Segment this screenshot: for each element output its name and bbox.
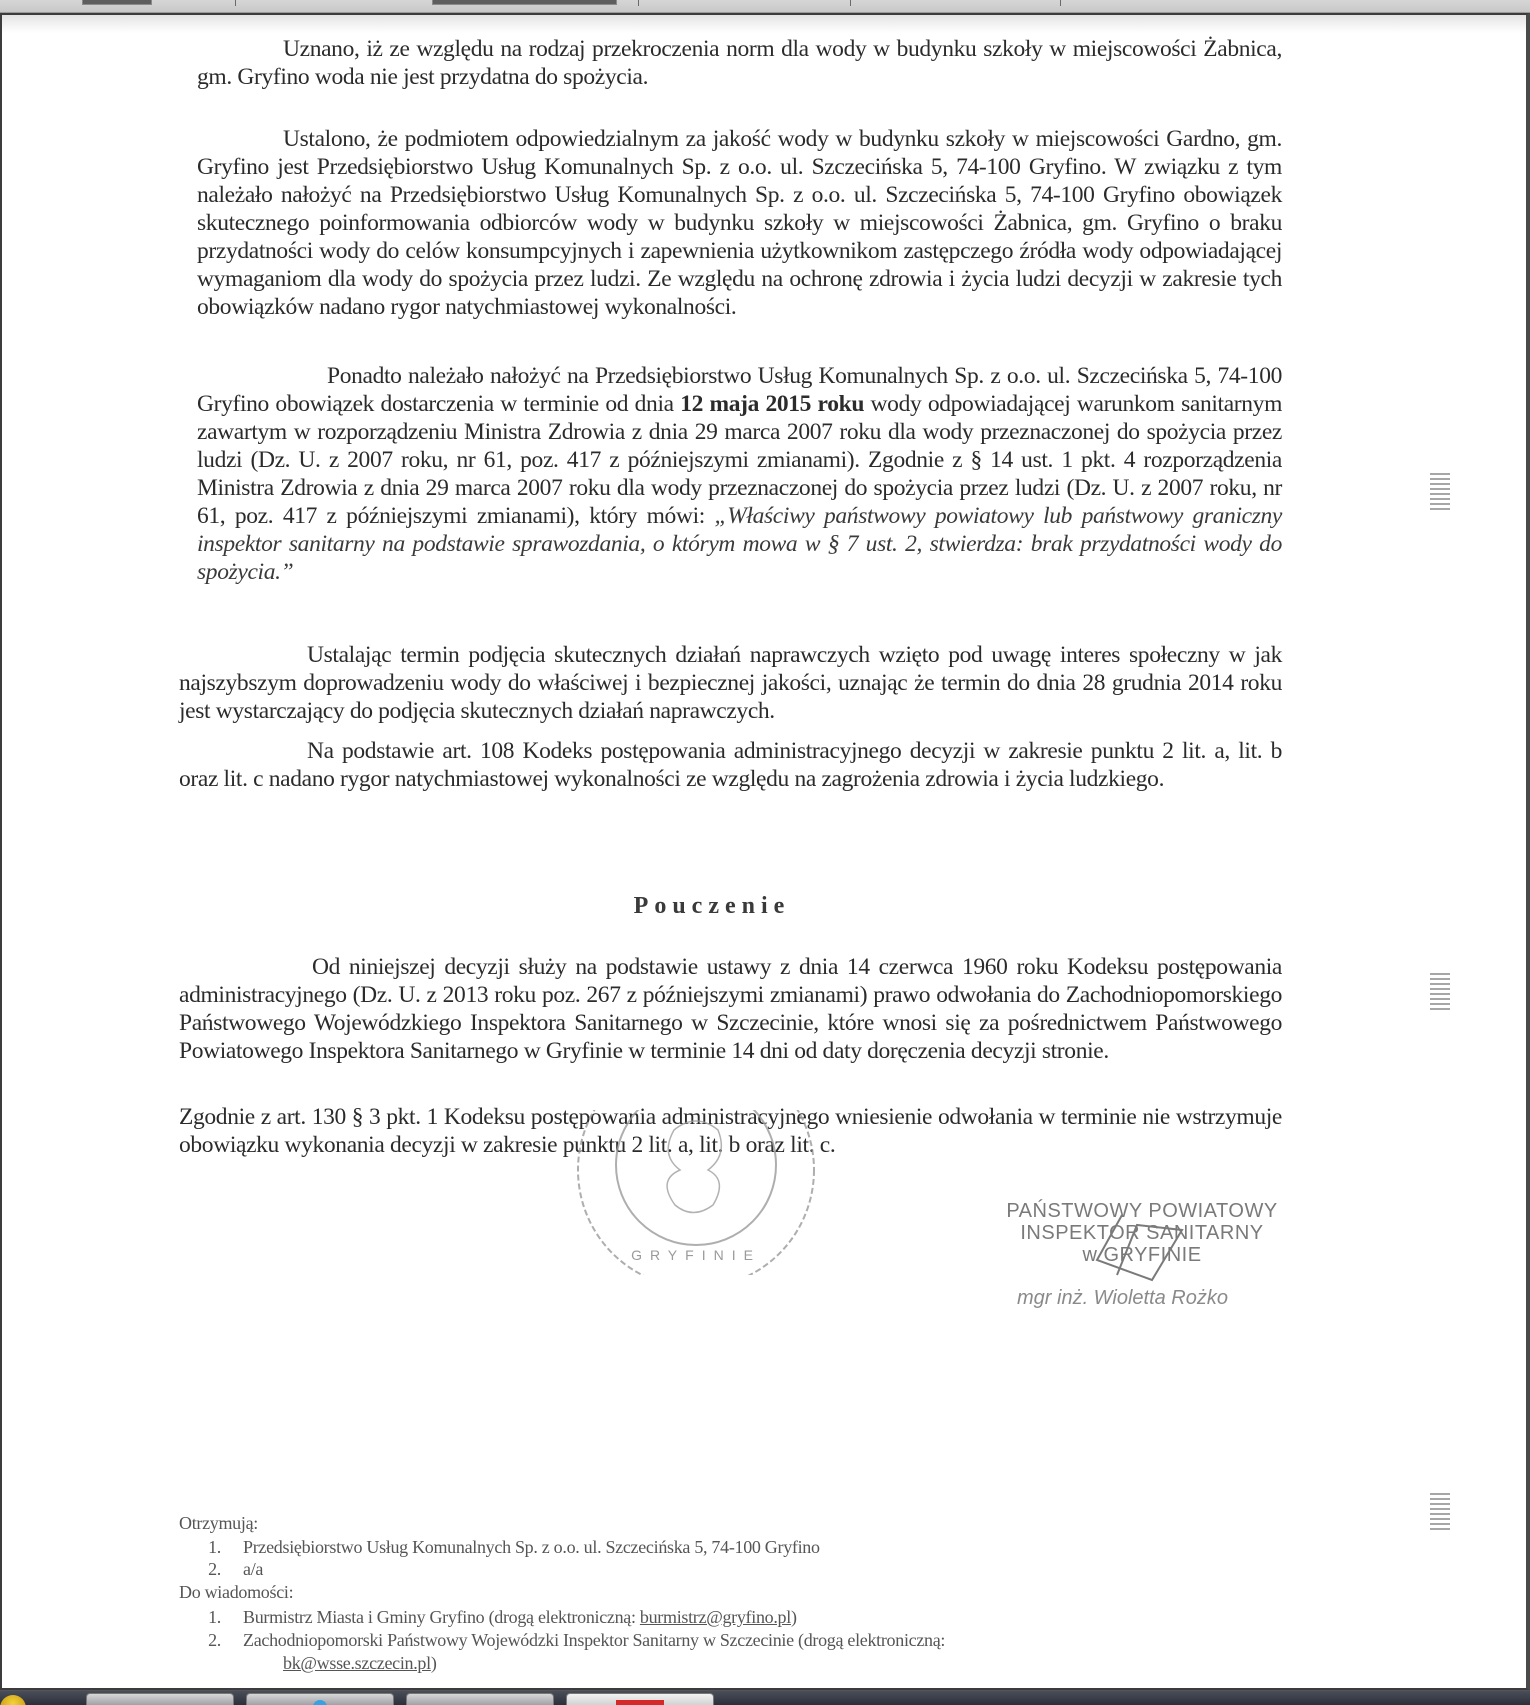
paragraph-text: Ustalono, że podmiotem odpowiedzialnym za jakość wody w budynku szkoły w miejscowości Gardno, gm. Gryfino jest Przedsiębiorstwo Usług Komunalnych Sp. z o.o. ul. Szczecińska 5, 74-100 Gryfino. W związku z tym należało nałożyć na Przedsiębiorstwo Usług Komunalnych Sp. z o.o. ul. Szczecińska 5, 74-100 Gryfino obowiązek skutecznego poinformowania odbiorców wody w budynku szkoły w miejscowości Żabnica, gm. Gryfino o braku przydatności wody do celów konsumpcyjnych i zapewnienia użytkownikom zastępczego źródła wody odpowiadającej wymaganiom dla wody do spożycia przez ludzi. Ze względu na ochronę zdrowia i życia ludzi decyzji w zakresie tych obowiązków nadano rygor natychmiastowej wykonalności.	[197, 126, 1282, 320]
stamp-inner-ring	[616, 1110, 776, 1245]
deadline-date: 12 maja 2015 roku	[680, 391, 865, 417]
cc-item	[179, 1629, 945, 1651]
paragraph-text: Od niniejszej decyzji służy na podstawie ustawy z dnia 14 czerwca 1960 roku Kodeksu postępowania administracyjnego (Dz. U. z 2013 roku poz. 267 z późniejszymi zmianami) prawo odwołania do Zachodniopomorskiego Państwowego Wojewódzkiego Inspektora Sanitarnego w Szczecinie, które wnosi się za pośrednictwem Państwowego Powiatowego Inspektora Sanitarnego w Gryfinie w terminie 14 dni od daty doręczenia decyzji stronie.	[179, 954, 1282, 1064]
paragraph-delivery-obligation	[197, 362, 1282, 586]
eagle-emblem-icon	[667, 1121, 721, 1213]
document-viewer[interactable]	[0, 13, 1530, 1690]
cc-item	[179, 1606, 797, 1628]
toolbar-input[interactable]	[432, 0, 617, 5]
recipients-label: Otrzymują:	[179, 1513, 258, 1533]
paragraph-remedial-deadline	[179, 641, 1282, 725]
viewer-toolbar	[0, 0, 1530, 13]
taskbar-app-2[interactable]	[246, 1693, 394, 1705]
list-number: 1.	[208, 1537, 221, 1557]
cc-text-tail: )	[430, 1653, 437, 1673]
paragraph-text: Uznano, iż ze względu na rodzaj przekroczenia norm dla wody w budynku szkoły w miejscowości Żabnica, gm. Gryfino woda nie jest przydatna do spożycia.	[197, 36, 1282, 90]
taskbar-app-3[interactable]	[406, 1693, 554, 1705]
paragraph-text: Ustalając termin podjęcia skutecznych działań naprawczych wzięto pod uwagę interes społeczny w jak najszybszym doprowadzeniu wody do właściwej i bezpiecznej jakości, uznając że termin do dnia 28 grudnia 2014 roku jest wystarczający do podjęcia skutecznych działań naprawczych.	[179, 642, 1282, 724]
toolbar-separator	[850, 0, 851, 6]
stamp-text: GRYFINIE	[631, 1247, 761, 1263]
signatory-name: mgr inż. Wioletta Rożko	[1017, 1287, 1228, 1309]
toolbar-separator	[235, 0, 236, 6]
cc-label: Do wiadomości:	[179, 1582, 294, 1602]
recipient-item	[179, 1558, 263, 1580]
paragraph-water-unfit	[197, 35, 1282, 91]
official-stamp	[574, 1110, 819, 1275]
cc-text: Burmistrz Miasta i Gminy Gryfino (drogą elektroniczną:	[243, 1607, 640, 1627]
recipient-text: Przedsiębiorstwo Usług Komunalnych Sp. z o.o. ul. Szczecińska 5, 74-100 Gryfino	[243, 1537, 820, 1557]
list-number: 2.	[208, 1559, 221, 1579]
recipient-item	[179, 1536, 820, 1558]
toolbar-button[interactable]	[82, 0, 152, 5]
cc-text: Zachodniopomorski Państwowy Wojewódzki Inspektor Sanitarny w Szczecinie (drogą elektroniczną:	[243, 1630, 946, 1650]
handwritten-signature	[1082, 1205, 1202, 1295]
email-link[interactable]: burmistrz@gryfino.pl	[639, 1607, 791, 1627]
app-icon	[313, 1700, 327, 1705]
list-number: 1.	[208, 1607, 221, 1627]
scan-artifact	[1430, 1490, 1450, 1530]
cc-text-tail: )	[790, 1607, 797, 1627]
cc-item-continuation	[283, 1652, 437, 1674]
pdf-app-icon	[616, 1700, 664, 1705]
taskbar-app-1[interactable]	[86, 1693, 234, 1705]
paragraph-appeal-right	[179, 953, 1282, 1065]
recipient-text: a/a	[243, 1559, 264, 1579]
paragraph-text: wody odpowiadającej warunkom sanitarnym zawartym w rozporządzeniu Ministra Zdrowia z dnia 29 marca 2007 roku dla wody przeznaczonej do spożycia przez ludzi (Dz. U. z 2007 roku, nr 61, poz. 417 z późniejszymi zmianami). Zgodnie z § 14 ust. 1 pkt. 4 rozporządzenia Ministra Zdrowia z dnia 29 marca 2007 roku dla wody przeznaczonej do spożycia przez ludzi (Dz. U. z 2007 roku, nr 61, poz. 417 z późniejszymi zmianami), który mówi:	[197, 391, 1283, 529]
scan-artifact	[1430, 970, 1450, 1010]
paragraph-text: Zgodnie z art. 130 § 3 pkt. 1 Kodeksu postępowania administracyjnego wniesienie odwołania w terminie nie wstrzymuje obowiązku wykonania decyzji w zakresie punktu 2 lit. a, lit. b oraz lit. c.	[179, 1104, 1282, 1158]
signature-title-line1: PAŃSTWOWY POWIATOWY	[1006, 1200, 1278, 1222]
signature-title-line2: INSPEKTOR SANITARNY	[1020, 1222, 1264, 1244]
paragraph-responsible-entity	[197, 125, 1282, 321]
paragraph-text: Na podstawie art. 108 Kodeks postępowania administracyjnego decyzji w zakresie punktu 2 lit. a, lit. b oraz lit. c nadano rygor natychmiastowej wykonalności ze względu na zagrożenia zdrowia i życia ludzkiego.	[179, 738, 1282, 792]
list-number: 2.	[208, 1630, 221, 1650]
toolbar-separator	[1060, 0, 1061, 6]
scan-artifact	[1430, 470, 1450, 510]
section-heading-pouczenie: Pouczenie	[633, 893, 791, 919]
regulation-quote: „Właściwy państwowy powiatowy lub państwowy graniczny inspektor sanitarny na podstawie sprawozdania, o którym mowa w § 7 ust. 2, stwierdza: brak przydatności wody do spożycia.”	[197, 503, 1282, 585]
start-orb-icon[interactable]	[0, 1695, 26, 1705]
toolbar-separator	[638, 0, 639, 6]
signature-title-line3: w GRYFINIE	[1082, 1244, 1202, 1266]
paragraph-text: Ponadto należało nałożyć na Przedsiębiorstwo Usług Komunalnych Sp. z o.o. ul. Szczecińska 5, 74-100 Gryfino obowiązek dostarczenia w terminie od dnia	[197, 363, 1282, 417]
taskbar	[0, 1690, 1530, 1705]
scanned-page	[2, 15, 1526, 1690]
paragraph-immediate-enforcement	[179, 737, 1282, 793]
email-link[interactable]: bk@wsse.szczecin.pl	[283, 1653, 431, 1673]
taskbar-app-4[interactable]	[566, 1693, 714, 1705]
